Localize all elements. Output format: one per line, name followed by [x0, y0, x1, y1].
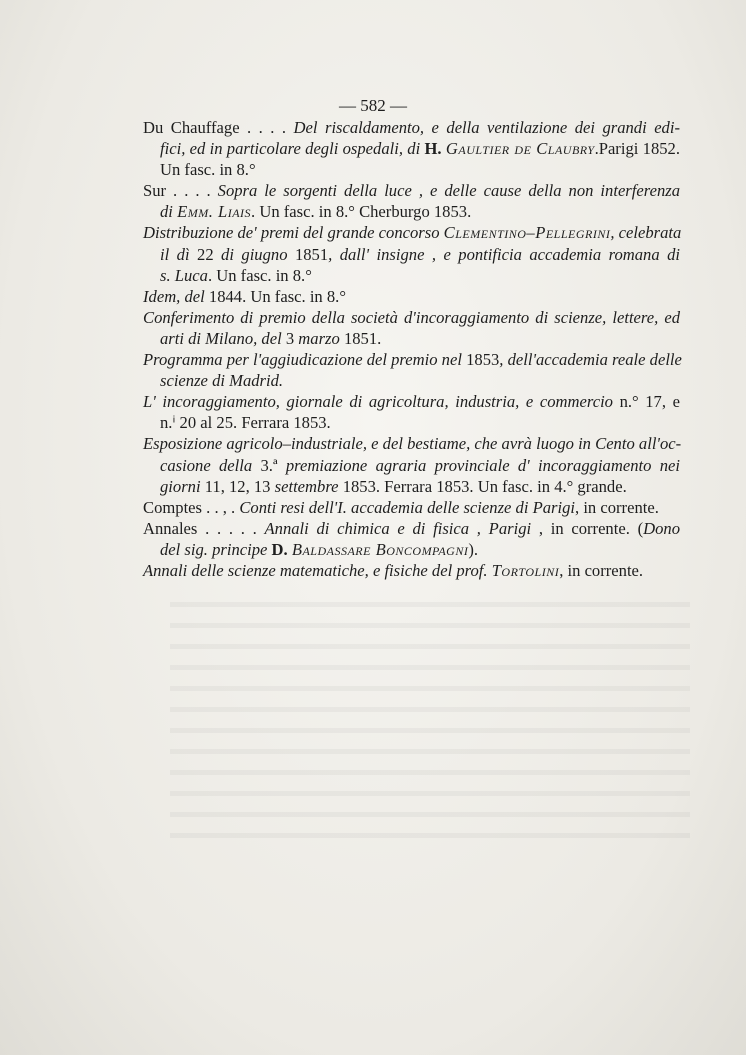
- text-segment: , in corrente. (: [531, 518, 644, 538]
- text-segment: 3.ª: [260, 455, 278, 475]
- text-line: [143, 412, 680, 433]
- text-segment: Del riscaldamento, e della ventilazione dei grandi edi-: [293, 118, 680, 137]
- text-segment: Un fasc. in 8.°: [160, 160, 256, 180]
- text-segment: Sur . . . .: [143, 181, 218, 201]
- text-segment: premiazione agraria provinciale d' incoraggiamento nei: [277, 455, 680, 475]
- text-segment: s. Luca: [160, 265, 208, 285]
- bibliography-list: [143, 117, 680, 581]
- bibliography-entry: [143, 497, 680, 518]
- text-segment: Conferimento di premio della società d'incoraggiamento di scienze, lettere, ed: [143, 307, 680, 327]
- text-line: [143, 455, 680, 476]
- text-segment: , dell'accademia reale delle: [499, 350, 682, 370]
- text-segment: n.° 17, e: [619, 392, 680, 412]
- text-segment: 1851: [294, 244, 329, 264]
- text-segment: Esposizione agricolo–industriale, e del bestiame, che avrà luogo in Cento all'oc-: [143, 434, 682, 454]
- text-segment: 11, 12, 13: [204, 476, 275, 496]
- text-line: [143, 222, 680, 243]
- text-segment: . Un fasc. in 8.° Cherburgo 1853.: [251, 202, 472, 222]
- text-line: [143, 265, 680, 286]
- bleed-through-text: [170, 590, 690, 840]
- text-segment: . Un fasc. in 8.°: [207, 265, 312, 285]
- text-segment: Tortolini: [491, 560, 560, 580]
- text-segment: Emm. Liais: [177, 202, 252, 222]
- text-segment: Baldassare Boncompagni: [291, 539, 469, 559]
- bibliography-entry: [143, 286, 680, 307]
- text-segment: arti di Milano, del: [160, 328, 286, 348]
- text-segment: di: [160, 202, 178, 222]
- text-line: [143, 497, 680, 518]
- bibliography-entry: [143, 117, 680, 180]
- text-segment: Dono: [643, 518, 680, 538]
- text-segment: Programma per l'aggiudicazione del premio nel: [143, 350, 467, 370]
- text-segment: Du Chauffage . . . .: [143, 118, 294, 137]
- text-segment: marzo: [294, 328, 344, 348]
- text-segment: del sig. principe: [160, 539, 272, 559]
- bibliography-entry: [143, 180, 680, 222]
- text-line: [143, 370, 680, 391]
- text-segment: Clementino–Pellegrini: [443, 223, 611, 243]
- text-line: [143, 286, 680, 307]
- text-segment: 1851.: [343, 328, 382, 348]
- text-segment: 3: [285, 328, 295, 348]
- text-segment: 1844. Un fasc. in 8.°: [208, 286, 346, 306]
- text-segment: Distribuzione de' premi del grande concorso: [143, 223, 444, 243]
- bibliography-entry: [143, 222, 680, 285]
- text-segment: D.: [271, 539, 292, 559]
- bibliography-entry: [143, 349, 680, 391]
- text-segment: n.ⁱ 20 al 25. Ferrara 1853.: [160, 413, 331, 433]
- text-segment: 1853. Ferrara 1853. Un fasc. in 4.° grande.: [342, 476, 627, 496]
- text-line: [143, 476, 680, 497]
- text-segment: giorni: [160, 476, 205, 496]
- text-line: [143, 391, 680, 412]
- text-line: [143, 518, 680, 539]
- text-line: [143, 433, 680, 454]
- text-line: [143, 328, 680, 349]
- text-segment: casione della: [160, 455, 261, 475]
- text-segment: , in corrente.: [559, 560, 644, 580]
- text-segment: settembre: [274, 476, 343, 496]
- text-segment: Annali delle scienze matematiche, e fisiche del prof.: [143, 560, 492, 580]
- text-segment: il dì: [160, 244, 198, 264]
- text-segment: Comptes . . , .: [143, 497, 240, 517]
- text-line: [143, 159, 680, 180]
- text-line: [143, 180, 680, 201]
- text-segment: Conti resi dell'I. accademia delle scienze di Parigi: [239, 497, 576, 517]
- text-segment: Annali di chimica e di fisica , Parigi: [264, 518, 532, 538]
- text-segment: di giugno: [213, 244, 295, 264]
- text-segment: , celebrata: [610, 223, 682, 243]
- text-segment: H.: [424, 139, 446, 159]
- bibliography-entry: [143, 560, 680, 581]
- text-line: [143, 349, 680, 370]
- text-line: [143, 138, 680, 159]
- bibliography-entry: [143, 307, 680, 349]
- text-line: [143, 201, 680, 222]
- text-segment: scienze di Madrid.: [160, 371, 284, 391]
- text-segment: Annales . . . . .: [143, 518, 265, 538]
- text-line: [143, 560, 680, 581]
- text-segment: , dall' insigne , e pontificia accademia romana di: [328, 244, 680, 264]
- text-segment: Idem, del: [143, 286, 209, 306]
- text-segment: Sopra le sorgenti della luce , e delle cause della non interferenza: [217, 181, 680, 201]
- bibliography-entry: [143, 391, 680, 433]
- bibliography-entry: [143, 518, 680, 560]
- text-line: [143, 244, 680, 265]
- text-segment: Gaultier de Claubry: [445, 139, 595, 159]
- page-number: — 582 —: [339, 96, 407, 115]
- text-segment: 1853: [466, 350, 500, 370]
- text-segment: ).: [468, 539, 479, 559]
- bibliography-entry: [143, 433, 680, 496]
- text-segment: .Parigi 1852.: [594, 139, 680, 159]
- text-segment: , in corrente.: [575, 497, 659, 517]
- text-segment: 22: [197, 244, 214, 264]
- text-line: [143, 539, 680, 560]
- text-segment: L' incoraggiamento, giornale di agricoltura, industria, e commercio: [143, 392, 620, 412]
- text-line: [143, 307, 680, 328]
- text-segment: fici, ed in particolare degli ospedali, di: [160, 139, 425, 159]
- text-line: [143, 117, 680, 138]
